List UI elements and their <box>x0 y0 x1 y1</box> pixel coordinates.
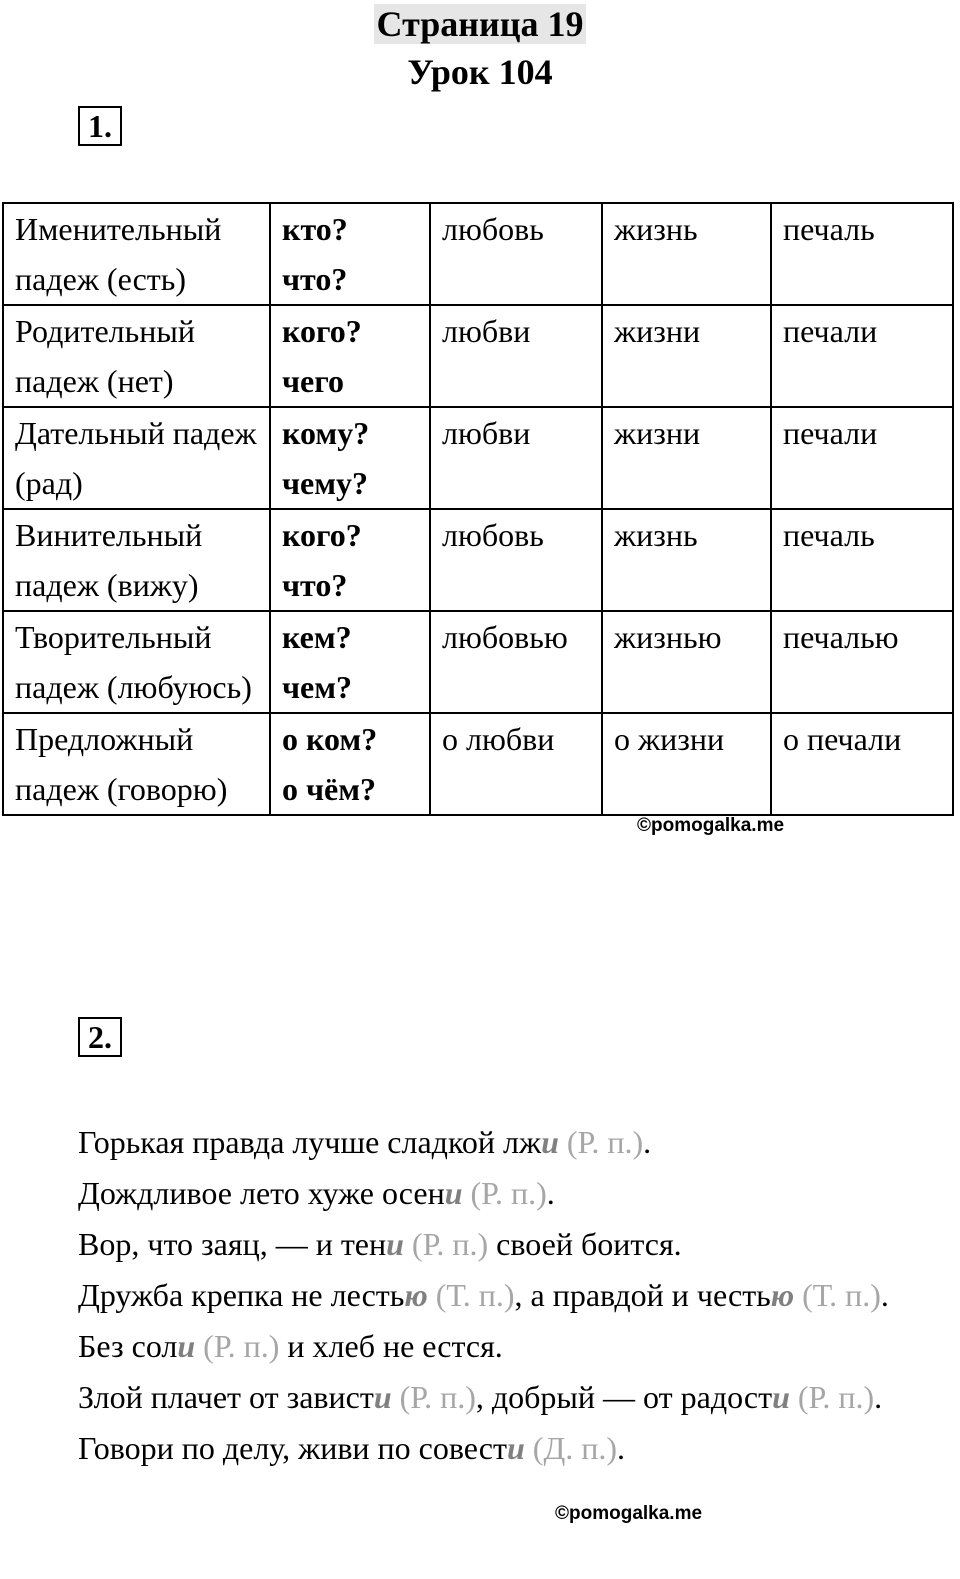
table-row <box>3 407 953 509</box>
lesson-title: Урок 104 <box>407 52 553 92</box>
case-question: кем? <box>282 619 352 655</box>
case-question-cell <box>270 305 430 407</box>
task-1-number: 1. <box>78 106 122 146</box>
word-sadness-cell: печаль <box>771 203 953 305</box>
proverb-text: своей боится. <box>488 1226 682 1262</box>
proverb-text: и хлеб не естся. <box>279 1328 503 1364</box>
case-question: о чём? <box>282 771 377 807</box>
word-sadness-cell: печали <box>771 305 953 407</box>
proverb-text: Дождливое лето хуже осен <box>78 1175 445 1211</box>
case-question-cell <box>270 203 430 305</box>
case-question: чего <box>282 363 344 399</box>
proverb-line <box>0 1423 958 1474</box>
proverb-line <box>0 1372 958 1423</box>
word-sadness-cell: печали <box>771 407 953 509</box>
task-2-number: 2. <box>78 1017 122 1057</box>
highlighted-ending: и <box>444 1175 463 1211</box>
proverb-text: Вор, что заяц, — и тен <box>78 1226 387 1262</box>
word-love-cell: любовью <box>430 611 602 713</box>
proverb-line <box>0 1168 958 1219</box>
proverb-line <box>0 1117 958 1168</box>
case-note: (Д. п.) <box>532 1430 618 1466</box>
table-row <box>3 611 953 713</box>
case-note: (Р. п.) <box>470 1175 547 1211</box>
proverb-text: . <box>643 1124 652 1160</box>
proverb-line <box>0 1270 958 1321</box>
case-name-cell: Винительный падеж (вижу) <box>3 509 270 611</box>
word-sadness-cell: печалью <box>771 611 953 713</box>
watermark-bottom: ©pomogalka.me <box>555 1503 703 1524</box>
case-note: (Р. п.) <box>203 1328 280 1364</box>
page-title: Страница 19 <box>0 2 960 46</box>
case-note: (Р. п.) <box>411 1226 489 1262</box>
word-love-cell: любовь <box>430 203 602 305</box>
case-note: (Р. п.) <box>399 1379 476 1415</box>
case-question-cell <box>270 509 430 611</box>
word-love-cell: о любви <box>430 713 602 815</box>
highlighted-ending: и <box>772 1379 790 1415</box>
word-sadness-cell: печаль <box>771 509 953 611</box>
word-life-cell: о жизни <box>602 713 771 815</box>
word-love-cell: любви <box>430 305 602 407</box>
case-note: (Р. п.) <box>566 1124 644 1160</box>
proverb-line <box>0 1321 958 1372</box>
table-row <box>3 203 953 305</box>
case-note: (Р. п.) <box>797 1379 875 1415</box>
case-question: кого? <box>282 313 362 349</box>
proverb-text: Говори по делу, живи по совест <box>78 1430 507 1466</box>
word-life-cell: жизнью <box>602 611 771 713</box>
case-question: чему? <box>282 465 369 501</box>
highlighted-ending: и <box>177 1328 196 1364</box>
proverb-text: . <box>617 1430 626 1466</box>
highlighted-ending: и <box>506 1430 525 1466</box>
highlighted-ending: и <box>386 1226 404 1262</box>
case-question: что? <box>282 261 348 297</box>
case-question: кому? <box>282 415 370 451</box>
case-question: кого? <box>282 517 362 553</box>
proverb-text: . <box>546 1175 555 1211</box>
case-note: (Т. п.) <box>802 1277 881 1313</box>
case-question: кто? <box>282 211 348 247</box>
proverb-line <box>0 1219 958 1270</box>
case-name-cell: Предложный падеж (говорю) <box>3 713 270 815</box>
watermark: ©pomogalka.me <box>637 815 785 836</box>
declension-table <box>2 202 954 816</box>
proverb-text: Горькая правда лучше сладкой лж <box>78 1124 542 1160</box>
case-name-cell: Творительный падеж (любуюсь) <box>3 611 270 713</box>
word-life-cell: жизни <box>602 305 771 407</box>
proverb-text: , а правдой и честь <box>514 1277 771 1313</box>
word-life-cell: жизни <box>602 407 771 509</box>
case-question: чем? <box>282 669 353 705</box>
table-row <box>3 509 953 611</box>
case-name-cell: Именительный падеж (есть) <box>3 203 270 305</box>
proverb-text: . <box>874 1379 883 1415</box>
proverbs-list <box>0 1117 958 1474</box>
highlighted-ending: и <box>373 1379 392 1415</box>
case-name-cell: Родительный падеж (нет) <box>3 305 270 407</box>
highlighted-ending: ю <box>770 1277 795 1313</box>
case-note: (Т. п.) <box>435 1277 515 1313</box>
word-love-cell: любовь <box>430 509 602 611</box>
word-life-cell: жизнь <box>602 203 771 305</box>
case-question-cell <box>270 611 430 713</box>
case-question-cell <box>270 407 430 509</box>
proverb-text: Без сол <box>78 1328 178 1364</box>
proverb-text: Злой плачет от завист <box>78 1379 374 1415</box>
case-question: что? <box>282 567 348 603</box>
highlighted-ending: ю <box>404 1277 428 1313</box>
table-row <box>3 305 953 407</box>
table-row <box>3 713 953 815</box>
word-love-cell: любви <box>430 407 602 509</box>
proverb-text: Дружба крепка не лесть <box>78 1277 405 1313</box>
word-sadness-cell: о печали <box>771 713 953 815</box>
word-life-cell: жизнь <box>602 509 771 611</box>
proverb-text: . <box>880 1277 889 1313</box>
proverb-text: , добрый — от радост <box>475 1379 773 1415</box>
highlighted-ending: и <box>541 1124 559 1160</box>
case-name-cell: Дательный падеж (рад) <box>3 407 270 509</box>
case-question-cell <box>270 713 430 815</box>
case-question: о ком? <box>282 721 378 757</box>
